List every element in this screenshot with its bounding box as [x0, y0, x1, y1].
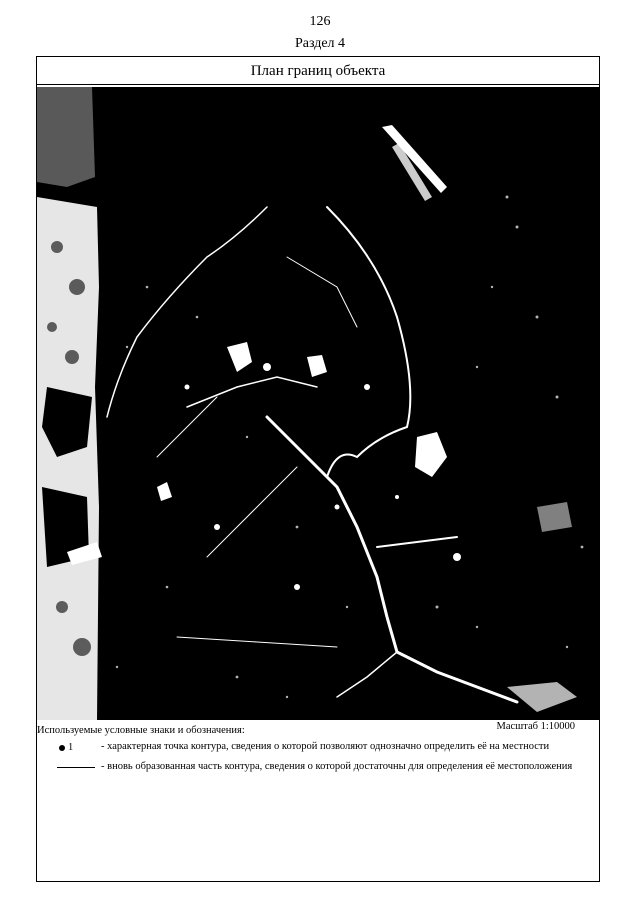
legend-heading: Используемые условные знаки и обозначения:	[37, 725, 245, 736]
point-icon	[59, 742, 83, 754]
map-imagery	[37, 87, 599, 720]
section-title: Раздел 4	[294, 36, 346, 51]
point-label: 1	[68, 742, 74, 753]
line-icon	[57, 767, 95, 768]
satellite-map	[37, 87, 599, 720]
legend-item-text: - характерная точка контура, сведения о которой позволяют однозначно определить её на местности	[101, 741, 550, 752]
scale-label: Масштаб 1:10000	[496, 721, 575, 732]
page-number: 126	[309, 14, 331, 29]
plan-title: План границ объекта	[37, 57, 599, 85]
plan-frame	[36, 56, 600, 882]
legend-item-text: - вновь образованная часть контура, сведения о которой достаточны для определения её местоположения	[101, 761, 573, 772]
